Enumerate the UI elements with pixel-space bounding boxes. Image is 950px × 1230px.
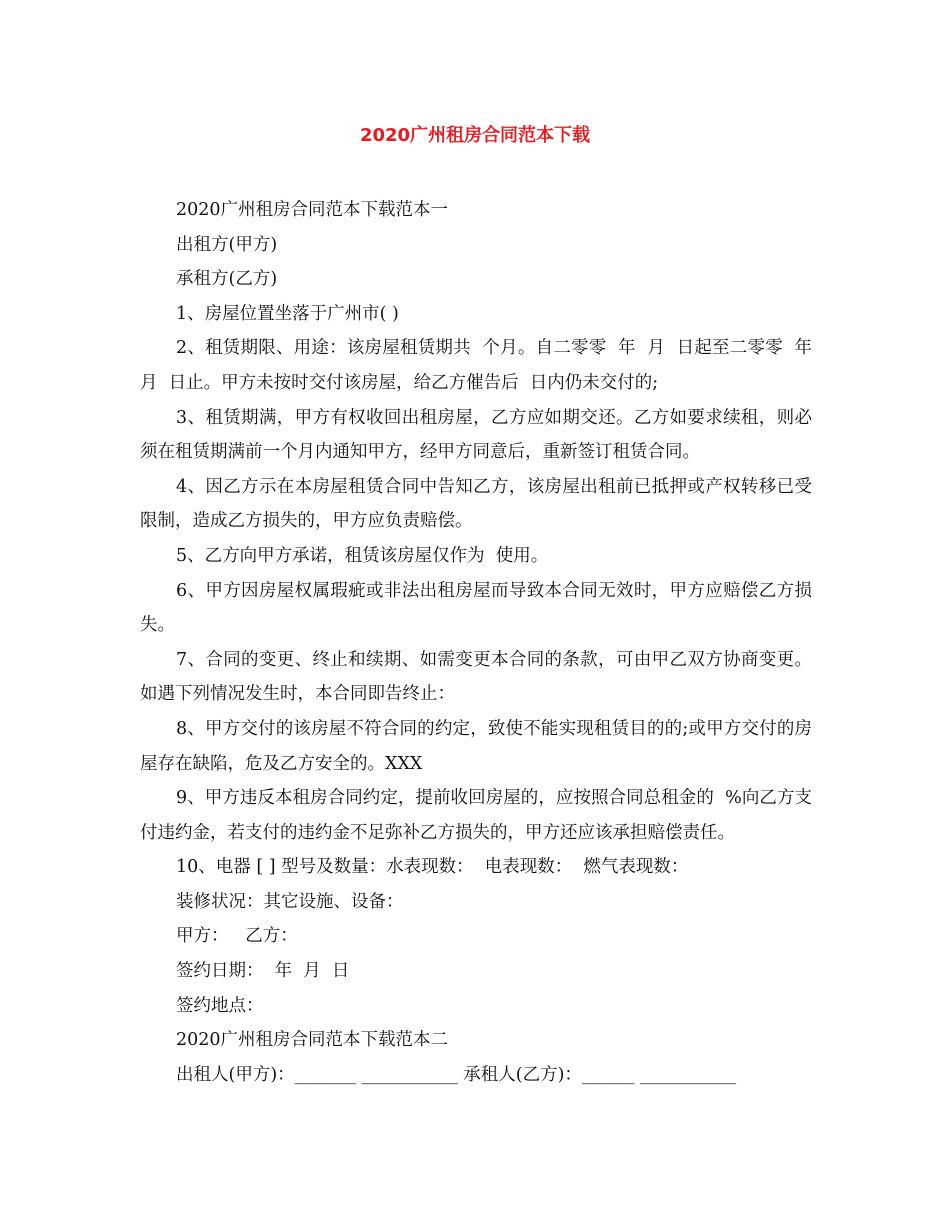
clause-5-usage: 5、乙方向甲方承诺，租赁该房屋仅作为 使用。 [176, 545, 549, 566]
paragraph-parties-blanks: 出租人(甲方)：_______ ___________ 承租人(乙方)：______ ___________ [176, 1064, 737, 1085]
clause-9-penalty: 9、甲方违反本租房合同约定，提前收回房屋的，应按照合同总租金的 %向乙方支付违约金，若支付的违约金不足弥补乙方损失的，甲方还应该承担赔偿责任。 [140, 788, 812, 843]
document-body [140, 193, 824, 1092]
paragraph-version-one-heading: 2020广州租房合同范本下载范本一 [176, 200, 449, 220]
paragraph-lessee: 承租方(乙方) [176, 269, 278, 290]
paragraph-sign-date: 签约日期： 年 月 日 [176, 961, 350, 982]
clause-10-appliances: 10、电器 [ ] 型号及数量：水表现数： 电表现数： 燃气表现数： [176, 857, 689, 878]
clause-4-mortgage: 4、因乙方示在本房屋租赁合同中告知乙方，该房屋出租前已抵押或产权转移已受限制，造成乙方损失的，甲方应负责赔偿。 [140, 476, 812, 532]
clause-3-expiry: 3、租赁期满，甲方有权收回出租房屋，乙方应如期交还。乙方如要求续租，则必须在租赁期满前一个月内通知甲方，经甲方同意后，重新签订租赁合同。 [140, 407, 812, 463]
document-title: 2020广州租房合同范本下载 [359, 125, 591, 146]
clause-8-termination: 8、甲方交付的该房屋不符合同的约定，致使不能实现租赁目的的;或甲方交付的房屋存在缺陷，危及乙方安全的。XXX [140, 718, 812, 774]
paragraph-signatures: 甲方： 乙方： [176, 926, 298, 947]
paragraph-sign-place: 签约地点： [176, 995, 264, 1016]
paragraph-decoration: 装修状况：其它设施、设备： [176, 891, 404, 912]
paragraph-version-two-heading: 2020广州租房合同范本下载范本二 [176, 1030, 449, 1051]
paragraph-lessor: 出租方(甲方) [176, 234, 278, 255]
clause-7-changes: 7、合同的变更、终止和续期、如需变更本合同的条款，可由甲乙双方协商变更。如遇下列情况发生时，本合同即告终止： [140, 649, 812, 705]
clause-2-term: 2、租赁期限、用途：该房屋租赁期共 个月。自二零零 年 月 日起至二零零 年 月 日止。甲方未按时交付该房屋，给乙方催告后 日内仍未交付的; [140, 338, 824, 393]
clause-6-title-defect: 6、甲方因房屋权属瑕疵或非法出租房屋而导致本合同无效时，甲方应赔偿乙方损失。 [140, 580, 812, 636]
clause-1-location: 1、房屋位置坐落于广州市( ) [176, 303, 399, 324]
